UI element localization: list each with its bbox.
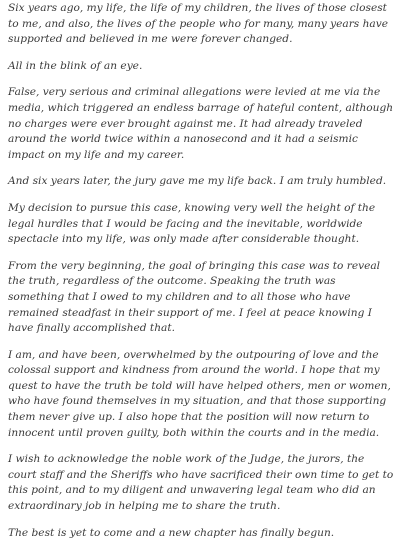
statement-paragraph-9: The best is yet to come and a new chapter has finally begun. (8, 526, 335, 539)
statement-paragraph-2: All in the blink of an eye. (8, 59, 143, 72)
statement-paragraph-5: My decision to pursue this case, knowing very well the height of the legal hurdles that I would be facing and the inevitable, worldwide spectacle into my life, was only made after considerable thought. (8, 201, 376, 246)
statement-paragraph-8: I wish to acknowledge the noble work of the Judge, the jurors, the court staff and the Sheriffs who have sacrificed their own time to get to this point, and to my diligent and unwavering legal team who did an extraordinary job in helping me to share the truth. (8, 453, 394, 513)
statement-paragraph-6: From the very beginning, the goal of bringing this case was to reveal the truth, regardless of the outcome. Speaking the truth was something that I owed to my children and to all those who have remained steadfast in their support of me. I feel at peace knowing I have finally accomplished that. (8, 259, 381, 335)
statement-paragraph-1: Six years ago, my life, the life of my children, the lives of those closest to me, and also, the lives of the people who for many, many years have supported and believed in me were forever changed. (8, 2, 388, 46)
statement-paragraph-3: False, very serious and criminal allegations were levied at me via the media, which triggered an endless barrage of hateful content, although no charges were ever brought against me. It had already traveled around the world twice within a nanosecond and it had a seismic impact on my life and my career. (8, 86, 394, 161)
statement-paragraph-7: I am, and have been, overwhelmed by the outpouring of love and the colossal support and kindness from around the world. I hope that my quest to have the truth be told will have helped others, men or women, who have found themselves in my situation, and that those supporting them never give up. I also hope that the position will now return to innocent until proven guilty, both within the courts and in the media. (8, 348, 391, 439)
statement-paragraph-4: And six years later, the jury gave me my life back. I am truly humbled. (8, 175, 387, 188)
